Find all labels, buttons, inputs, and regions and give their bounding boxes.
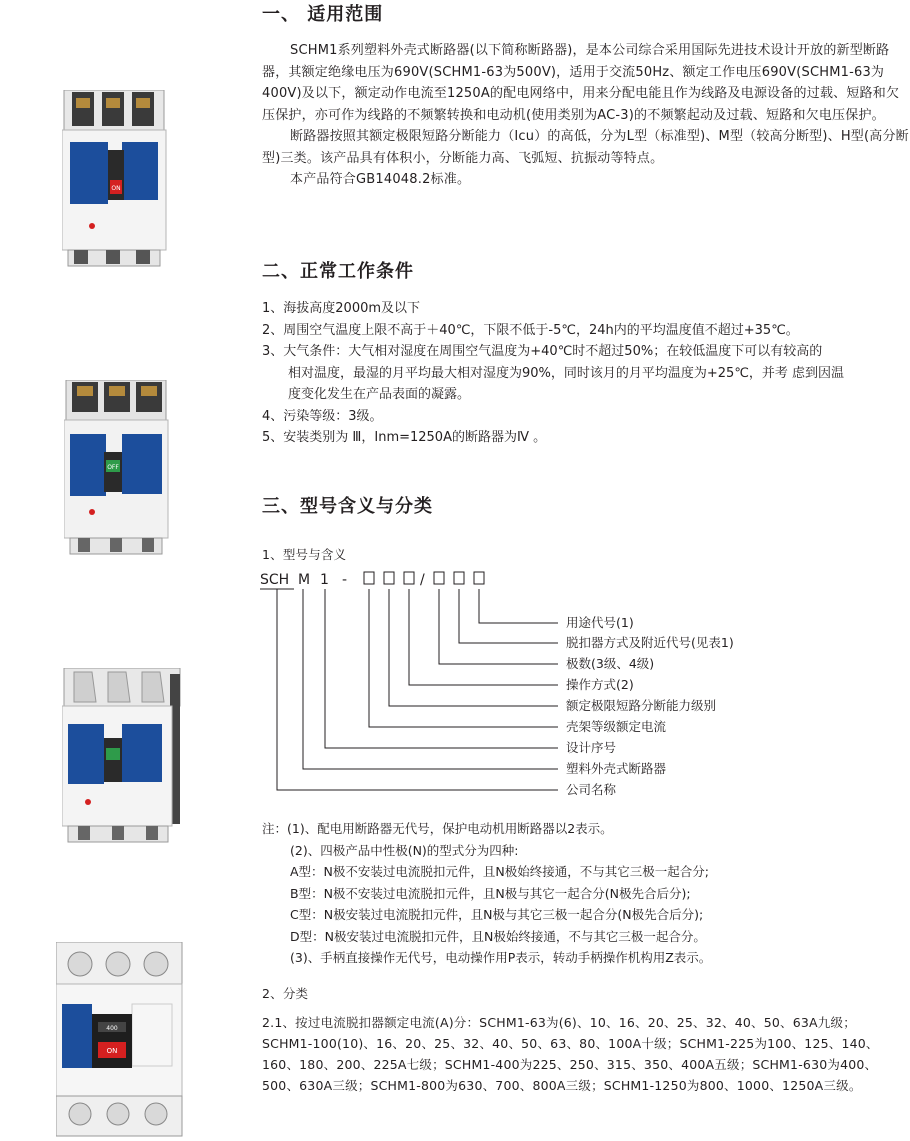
label-company-name: 公司名称 <box>566 782 617 797</box>
section-1-title: 一、 适用范围 <box>262 4 384 25</box>
label-mccb: 塑料外壳式断路器 <box>566 761 667 776</box>
on-label: ON <box>111 185 121 192</box>
label-usage-code: 用途代号(1) <box>566 615 634 630</box>
label-trip-mode: 脱扣器方式及附近代号(见表1) <box>566 635 734 650</box>
circuit-breaker-image-2 <box>64 380 170 556</box>
note-2-type-b: B型：N极不安装过电流脱扣元件，且N极与其它一起合分(N极先合后分); <box>290 885 691 901</box>
section-3-title: 三、型号含义与分类 <box>262 496 433 517</box>
condition-item-3: 3、大气条件：大气相对湿度在周围空气温度为+40℃时不超过50%；在较低温度下可以有较高的 <box>262 344 823 359</box>
product-image-column <box>0 0 240 1141</box>
section-1-body <box>262 40 910 191</box>
section-2-title: 二、正常工作条件 <box>262 261 414 282</box>
condition-item-1: 1、海拔高度2000m及以下 <box>262 301 421 316</box>
model-part-sch: SCH <box>260 572 290 588</box>
off-label: OFF <box>107 464 119 471</box>
model-part-m: M <box>298 572 311 588</box>
model-part-1: 1 <box>320 572 329 588</box>
model-part-dash: - <box>342 572 348 588</box>
section-2-list <box>262 298 910 449</box>
model-part-slash: / <box>420 572 425 588</box>
condition-item-3-cont-2: 度变化发生在产品表面的凝露。 <box>288 387 471 402</box>
condition-item-5: 5、安装类别为 Ⅲ，Inm=1250A的断路器为Ⅳ 。 <box>262 430 547 445</box>
condition-item-4: 4、污染等级：3级。 <box>262 408 383 424</box>
subsection-2-title: 2、分类 <box>262 986 309 1001</box>
circuit-breaker-image-3 <box>62 668 182 844</box>
note-2-type-d: D型：N极安装过电流脱扣元件，且N极始终接通，不与其它三极一起合分。 <box>290 928 706 944</box>
label-poles: 极数(3级、4级) <box>566 656 655 671</box>
on-label-4: ON <box>106 1047 118 1055</box>
label-operation: 操作方式(2) <box>566 677 634 692</box>
condition-item-2: 2、周围空气温度上限不高于＋40℃，下限不低于-5℃，24h内的平均温度值不超过+35℃。 <box>262 322 799 338</box>
label-frame-current: 壳架等级额定电流 <box>566 719 667 734</box>
note-1: 注：(1)、配电用断路器无代号，保护电动机用断路器以2表示。 <box>262 821 613 836</box>
circuit-breaker-image-1 <box>62 90 174 268</box>
label-breaking-capacity: 额定极限短路分断能力级别 <box>566 698 717 713</box>
note-2-type-c: C型：N极安装过电流脱扣元件，且N极与其它三极一起合分(N极先合后分); <box>290 907 704 922</box>
condition-item-3-cont-1: 相对温度，最湿的月平均最大相对湿度为90%，同时该月的月平均温度为+25℃，并考 虑到因温 <box>288 365 845 381</box>
section-1-para-3: 本产品符合GB14048.2标准。 <box>290 172 471 187</box>
rating-label: 400 <box>106 1025 118 1032</box>
note-2: (2)、四极产品中性极(N)的型式分为四种: <box>290 842 519 858</box>
section-1-para-1: SCHM1系列塑料外壳式断路器(以下简称断路器)，是本公司综合采用国际先进技术设计开放的新型断路器，其额定绝缘电压为690V(SCHM1-63为500V)，适用于交流50Hz、额定工作电压690V(SCHM1-63为400V)及以下，额定动作电流至1250A的配电网络中，用来分配电能且作为线路及电源设备的过载、短路和欠压保护，亦可作为线路的不频繁转换和电动机(使用类别为AC-3)的不频繁起动及过载、短路和欠电压保护。 <box>262 43 900 123</box>
model-designation-diagram <box>258 565 858 805</box>
note-2-type-a: A型：N极不安装过电流脱扣元件，且N极始终接通，不与其它三极一起合分; <box>290 864 709 879</box>
classification-paragraph: 2.1、按过电流脱扣器额定电流(A)分：SCHM1-63为(6)、10、16、20、25、32、40、50、63A九级；SCHM1-100(10)、16、20、25、32、40、50、63、80、100A十级；SCHM1-225为100、125、140、160、180、200、225A七级；SCHM1-400为225、250、315、350、400A五级；SCHM1-630为400、500、630A三级；SCHM1-800为630、700、800A三级；SCHM1-1250为800、1000、1250A三级。 <box>262 1015 879 1093</box>
circuit-breaker-image-4 <box>56 942 184 1138</box>
label-design-number: 设计序号 <box>566 740 617 755</box>
section-1-para-2: 断路器按照其额定极限短路分断能力（Icu）的高低，分为L型（标准型)、M型（较高分断型)、H型(高分断型)三类。该产品具有体积小，分断能力高、飞弧短、抗振动等特点。 <box>262 129 909 166</box>
subsection-1-title: 1、型号与含义 <box>262 547 347 562</box>
note-3: (3)、手柄直接操作无代号，电动操作用P表示，转动手柄操作机构用Z表示。 <box>290 950 712 965</box>
notes-block <box>262 818 902 969</box>
